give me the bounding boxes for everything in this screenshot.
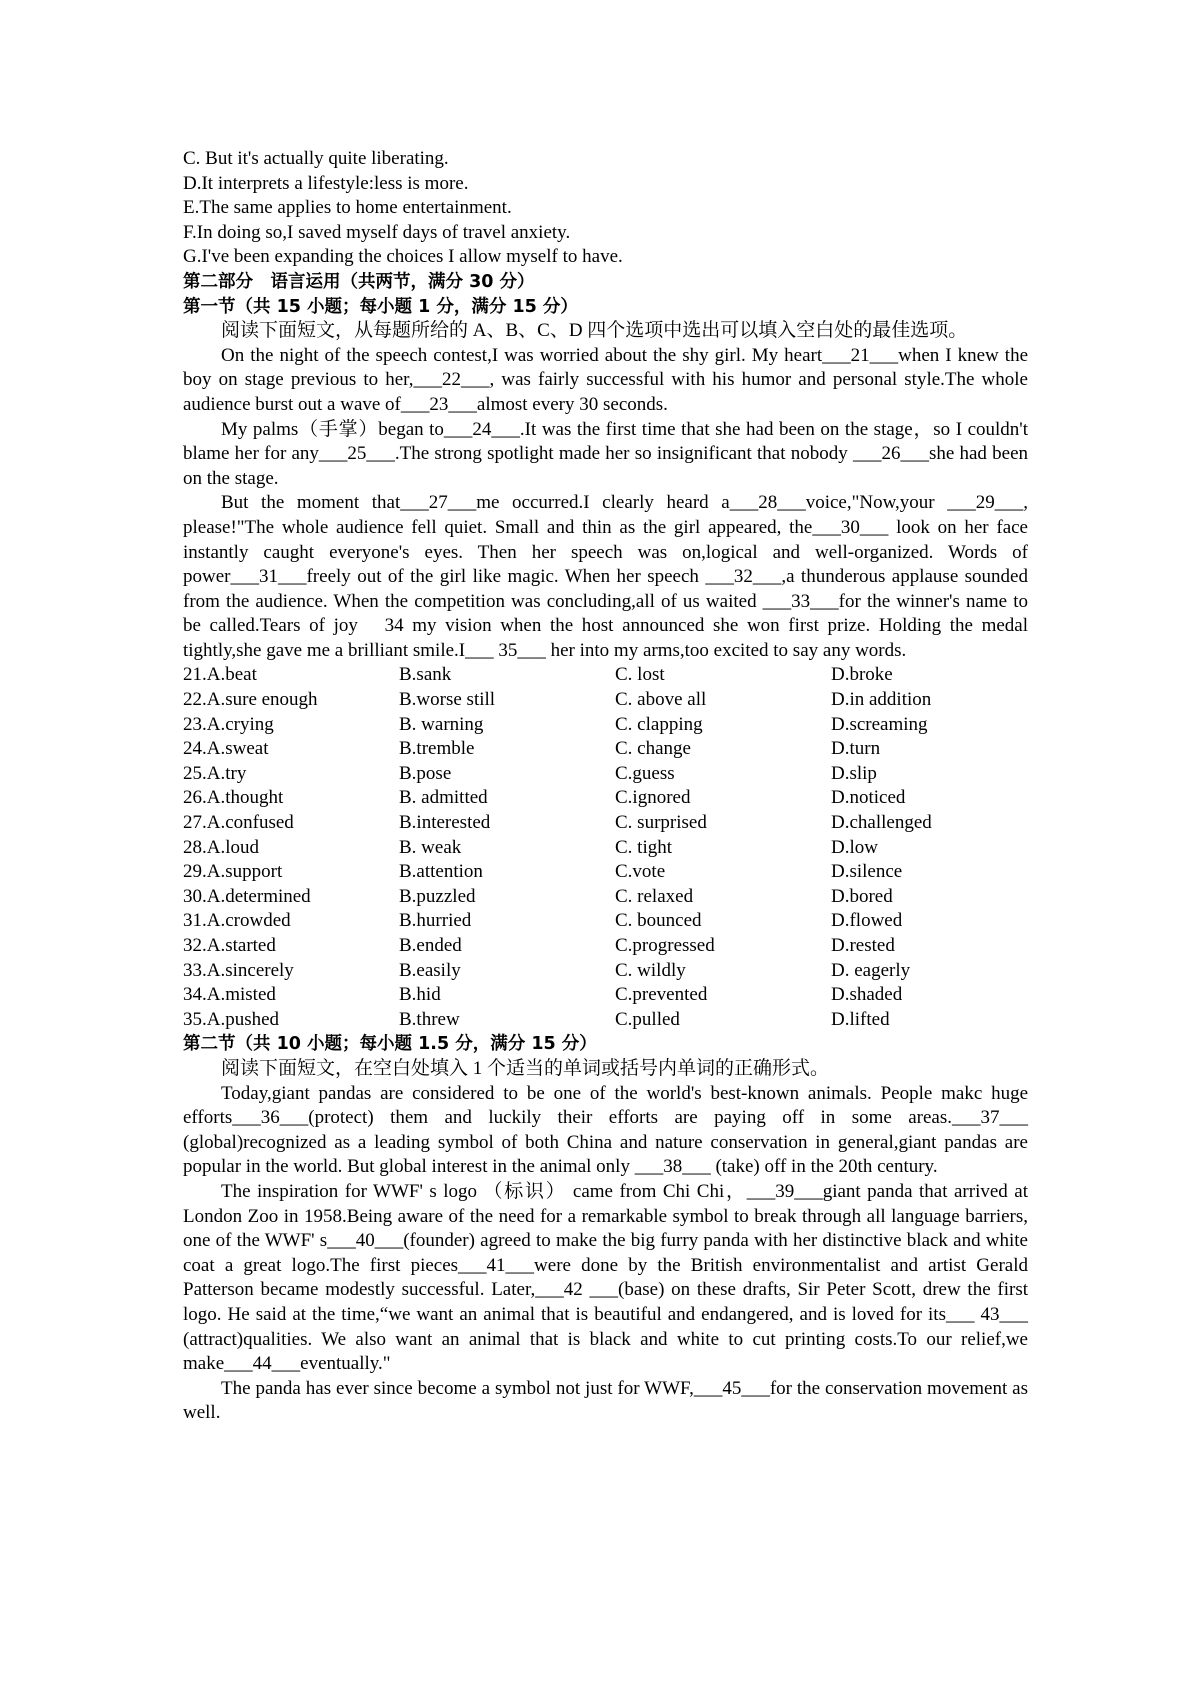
option-b: B.attention xyxy=(399,861,483,883)
option-d: D.rested xyxy=(831,935,895,956)
option-a: 33.A.sincerely xyxy=(183,959,294,981)
option-c: C.pulled xyxy=(615,1008,680,1030)
option-d: D.shaded xyxy=(831,984,903,1006)
option-a: 24.A.sweat xyxy=(183,738,269,760)
option-c: C. above all xyxy=(615,689,707,711)
option-d: D.silence xyxy=(831,861,903,883)
option-d: D.broke xyxy=(831,664,893,686)
option-d: D.turn xyxy=(831,738,881,760)
question-options-row xyxy=(183,688,1028,713)
question-options-row xyxy=(183,983,1028,1008)
option-d: D.slip xyxy=(831,762,877,784)
option-c: C. lost xyxy=(615,664,665,686)
option-d: D.screaming xyxy=(831,713,928,735)
option-d: D.bored xyxy=(831,885,893,907)
option-c: C. tight xyxy=(615,836,673,858)
question-options-row xyxy=(183,762,1028,787)
option-a: 21.A.beat xyxy=(183,664,257,686)
passage-paragraph: My palms（手掌）began to___24___.It was the first time that she had been on the stage，so I couldn't blame her for any___25___.The strong spotlight made her so insignificant that nobody ___26___she had been on the stage. xyxy=(183,418,1028,489)
question-options-row xyxy=(183,1008,1028,1033)
option-a: 25.A.try xyxy=(183,762,247,784)
passage-paragraph: The inspiration for WWF' s logo （标识） came from Chi Chi，___39___giant panda that arrived at London Zoo in 1958.Being aware of the need for a remarkable symbol to break through all language barriers, one of the WWF' s___40___(founder) agreed to make the big furry panda with her distinctive black and white coat a great logo.The first pieces___41___were done by the British environmentalist and artist Gerald Patterson became modestly successful. Later,___42 ___(base) on these drafts, Sir Peter Scott, drew the first logo. He said at the time,“we want an animal that is beautiful and endangered, and is loved for its___ 43___ (attract)qualities. We also want an animal that is black and white to cut printing costs.To our relief,we make___44___eventually." xyxy=(183,1180,1028,1375)
passage-paragraph: On the night of the speech contest,I was worried about the shy girl. My heart___21___when I knew the boy on stage previous to her,___22___, was fairly successful with his humor and personal style.The whole audience burst out a wave of___23___almost every 30 seconds. xyxy=(183,344,1028,415)
option-c: C.ignored xyxy=(615,787,691,809)
section-instruction: 阅读下面短文，在空白处填入 1 个适当的单词或括号内单词的正确形式。 xyxy=(221,1057,830,1079)
option-a: 35.A.pushed xyxy=(183,1008,280,1030)
option-b: B.interested xyxy=(399,812,491,834)
question-options-row xyxy=(183,811,1028,836)
option-b: B.hid xyxy=(399,984,441,1006)
option-b: B.sank xyxy=(399,664,452,686)
option-b: B. warning xyxy=(399,713,484,735)
option-c: C.vote xyxy=(615,861,666,883)
option-c: C. change xyxy=(615,738,691,760)
option-a: 31.A.crowded xyxy=(183,910,291,932)
option-line: G.I've been expanding the choices I allow myself to have. xyxy=(183,246,623,268)
option-b: B. weak xyxy=(399,836,462,858)
section-title: 第二节（共 10 小题；每小题 1.5 分，满分 15 分） xyxy=(183,1034,597,1055)
option-b: B.worse still xyxy=(399,689,496,711)
question-options-row xyxy=(183,860,1028,885)
option-line: F.In doing so,I saved myself days of travel anxiety. xyxy=(183,221,571,243)
part-title: 第二部分 语言运用（共两节，满分 30 分） xyxy=(183,271,535,292)
option-c: C. surprised xyxy=(615,812,707,834)
option-d: D.low xyxy=(831,836,878,858)
question-options-row xyxy=(183,959,1028,984)
option-d: D. eagerly xyxy=(831,959,911,981)
option-a: 22.A.sure enough xyxy=(183,689,318,711)
option-b: B.threw xyxy=(399,1008,460,1030)
question-options-row xyxy=(183,786,1028,811)
option-a: 30.A.determined xyxy=(183,885,311,907)
passage-paragraph: Today,giant pandas are considered to be one of the world's best-known animals. People makc huge efforts___36___(protect) them and luckily their efforts are paying off in some areas.___37___ (global)recognized as a leading symbol of both China and nature conservation in general,giant pandas are popular in the world. But global interest in the animal only ___38___ (take) off in the 20th century. xyxy=(183,1082,1028,1178)
section-instruction: 阅读下面短文，从每题所给的 A、B、C、D 四个选项中选出可以填入空白处的最佳选项。 xyxy=(221,320,968,342)
question-options-row xyxy=(183,737,1028,762)
option-c: C. clapping xyxy=(615,713,703,735)
option-b: B.easily xyxy=(399,959,461,981)
question-options-row xyxy=(183,663,1028,688)
option-a: 29.A.support xyxy=(183,861,283,883)
option-a: 28.A.loud xyxy=(183,836,259,858)
option-d: D.challenged xyxy=(831,812,932,834)
option-b: B.ended xyxy=(399,935,462,956)
option-line: C. But it's actually quite liberating. xyxy=(183,148,449,169)
question-options-row xyxy=(183,836,1028,861)
option-line: E.The same applies to home entertainment. xyxy=(183,197,512,219)
option-b: B.hurried xyxy=(399,910,472,932)
option-a: 23.A.crying xyxy=(183,713,274,735)
section-title: 第一节（共 15 小题；每小题 1 分，满分 15 分） xyxy=(183,296,578,317)
option-a: 26.A.thought xyxy=(183,787,284,809)
option-c: C.progressed xyxy=(615,935,715,956)
passage-paragraph: The panda has ever since become a symbol not just for WWF,___45___for the conservation movement as well. xyxy=(183,1377,1028,1424)
option-c: C. wildly xyxy=(615,959,686,981)
option-b: B.tremble xyxy=(399,738,475,760)
question-options-row xyxy=(183,909,1028,934)
option-a: 32.A.started xyxy=(183,935,276,956)
question-options-row xyxy=(183,934,1028,959)
option-d: D.in addition xyxy=(831,689,932,711)
question-options-row xyxy=(183,885,1028,910)
option-c: C.prevented xyxy=(615,984,708,1006)
option-d: D.flowed xyxy=(831,910,903,932)
passage-paragraph: But the moment that___27___me occurred.I clearly heard a___28___voice,"Now,your ___29___, please!"The whole audience fell quiet. Small and thin as the girl appeared, the___30___ look on her face instantly caught everyone's eyes. Then her speech was on,logical and well-organized. Words of power___31___freely out of the girl like magic. When her speech ___32___,a thunderous applause sounded from the audience. When the competition was concluding,all of us waited ___33___for the winner's name to be called.Tears of joy 34 my vision when the host announced she won first prize. Holding the medal tightly,she gave me a brilliant smile.I___ 35___ her into my arms,too excited to say any words. xyxy=(183,492,1028,661)
option-line: D.It interprets a lifestyle:less is more. xyxy=(183,172,469,194)
option-c: C. bounced xyxy=(615,910,702,932)
option-c: C.guess xyxy=(615,762,675,784)
option-b: B. admitted xyxy=(399,787,488,809)
option-b: B.pose xyxy=(399,762,452,784)
option-d: D.lifted xyxy=(831,1008,890,1030)
option-b: B.puzzled xyxy=(399,885,476,907)
question-options-row xyxy=(183,713,1028,738)
option-d: D.noticed xyxy=(831,787,906,809)
option-a: 27.A.confused xyxy=(183,812,294,834)
exam-page xyxy=(183,147,1028,1426)
option-a: 34.A.misted xyxy=(183,984,276,1006)
option-c: C. relaxed xyxy=(615,885,694,907)
